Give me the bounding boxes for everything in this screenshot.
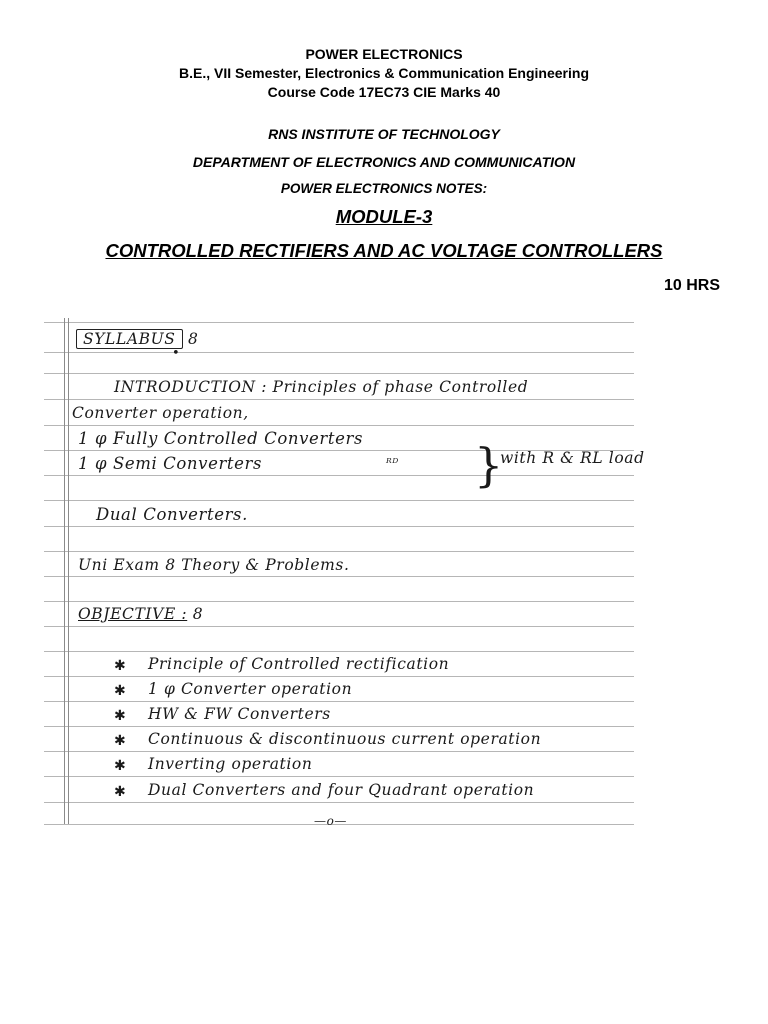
intro-line-2: Converter operation, — [72, 404, 249, 422]
ruled-line — [44, 726, 634, 727]
course-code: Course Code 17EC73 CIE Marks 40 — [267, 84, 501, 100]
ruled-line — [44, 626, 634, 627]
intro-line-1: INTRODUCTION : Principles of phase Controlled — [114, 378, 529, 396]
ruled-line — [44, 676, 634, 677]
ruled-line — [44, 802, 634, 803]
ruled-line — [44, 425, 634, 426]
notes-title: POWER ELECTRONICS NOTES: — [280, 181, 488, 196]
ruled-line — [44, 526, 634, 527]
objective-heading — [78, 605, 203, 623]
course-semester: B.E., VII Semester, Electronics & Communication Engineering — [179, 65, 589, 81]
ruled-line — [44, 701, 634, 702]
objective-item: Dual Converters and four Quadrant operation — [148, 781, 535, 799]
bullet-star-icon: ✱ — [114, 708, 126, 724]
objective-item: HW & FW Converters — [148, 705, 331, 723]
bullet-star-icon: ✱ — [114, 658, 126, 674]
syllabus-heading-label: SYLLABUS — [76, 329, 183, 349]
bullet-star-icon: ✱ — [114, 758, 126, 774]
ruled-line — [44, 373, 634, 374]
ruled-line — [44, 475, 634, 476]
dual-converters: Dual Converters. — [96, 505, 248, 524]
module-title: CONTROLLED RECTIFIERS AND AC VOLTAGE CONTROLLERS — [105, 240, 663, 261]
course-subject: POWER ELECTRONICS — [305, 46, 463, 62]
objective-item: 1 φ Converter operation — [148, 680, 353, 698]
ruled-line — [44, 651, 634, 652]
objective-heading-label: OBJECTIVE : — [78, 605, 188, 623]
ruled-line — [44, 576, 634, 577]
ruled-line — [44, 751, 634, 752]
end-mark: —o— — [314, 814, 348, 828]
syllabus-heading-colon: 8 — [188, 330, 199, 348]
objective-heading-colon: 8 — [192, 605, 204, 623]
course-header — [0, 45, 768, 102]
ruled-line — [44, 352, 634, 353]
margin-line — [68, 318, 69, 824]
handwritten-notes-sheet — [44, 316, 645, 832]
ruled-line — [44, 322, 634, 323]
bullet-star-icon: ✱ — [114, 733, 126, 749]
fully-controlled-converters: 1 φ Fully Controlled Converters — [78, 429, 364, 448]
objective-item: Inverting operation — [148, 755, 313, 773]
ruled-line — [44, 551, 634, 552]
ruled-line — [44, 399, 634, 400]
module-number: MODULE-3 — [335, 206, 433, 227]
curly-brace: } — [474, 438, 504, 492]
syllabus-dot: • — [172, 346, 181, 361]
objective-item: Principle of Controlled rectification — [148, 655, 450, 673]
ruled-line — [44, 776, 634, 777]
margin-line — [64, 318, 65, 824]
scribble-mark: ᴿᴰ — [386, 456, 399, 470]
ruled-line — [44, 500, 634, 501]
ruled-line — [44, 601, 634, 602]
semi-converters: 1 φ Semi Converters — [78, 454, 263, 473]
bullet-star-icon: ✱ — [114, 683, 126, 699]
module-hours: 10 HRS — [664, 277, 721, 294]
bullet-star-icon: ✱ — [114, 784, 126, 800]
uni-exam-note: Uni Exam 8 Theory & Problems. — [78, 556, 350, 574]
department-name: DEPARTMENT OF ELECTRONICS AND COMMUNICATION — [192, 154, 576, 170]
objective-item: Continuous & discontinuous current operation — [148, 730, 542, 748]
load-note: with R & RL load — [500, 449, 645, 467]
institute-name: RNS INSTITUTE OF TECHNOLOGY — [268, 126, 500, 142]
